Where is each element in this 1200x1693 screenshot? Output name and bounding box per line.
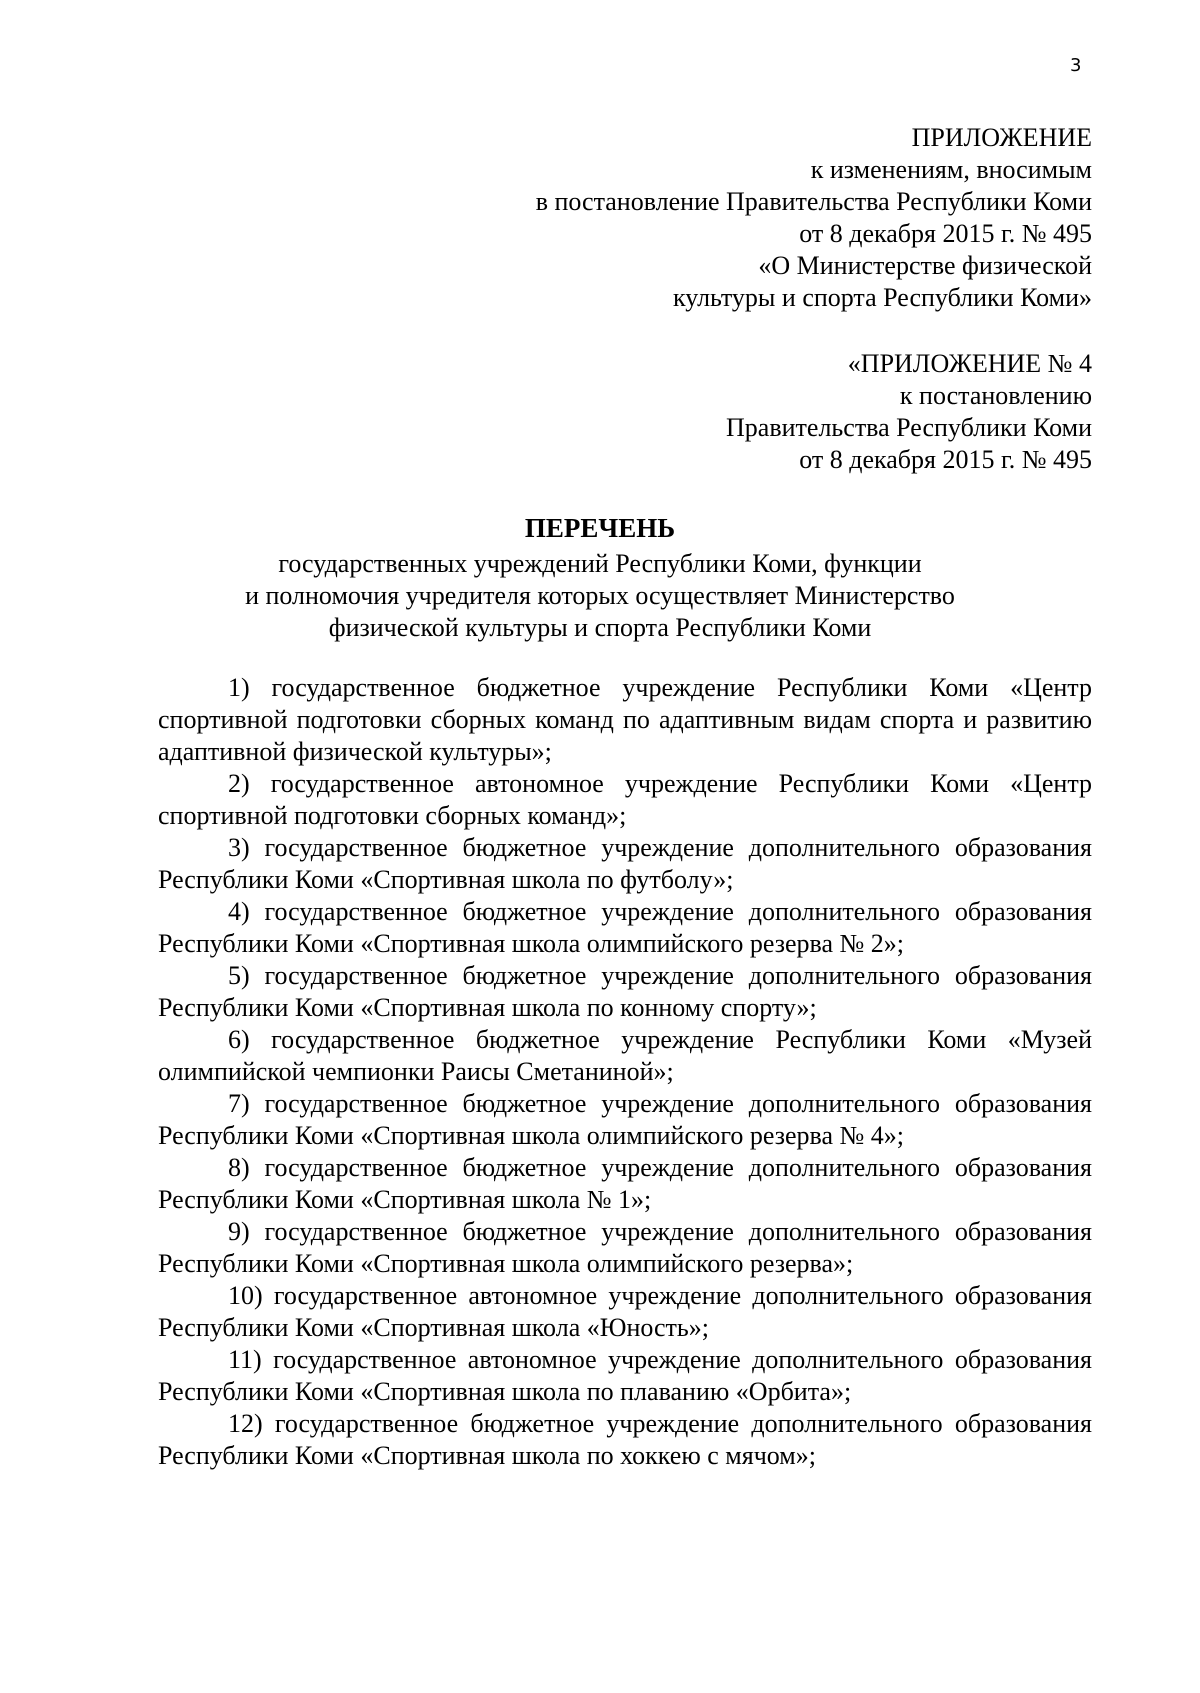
- annex-header-line: в постановление Правительства Республики Коми: [535, 187, 1092, 216]
- list-item: 12) государственное бюджетное учреждение дополнительного образования Республики Коми «Спортивная школа по хоккею с мячом»;: [158, 1409, 1092, 1470]
- annex-subheader-line: Правительства Республики Коми: [726, 413, 1092, 442]
- list-item: 10) государственное автономное учреждение дополнительного образования Республики Коми «Спортивная школа «Юность»;: [158, 1281, 1092, 1342]
- annex-header-line: культуры и спорта Республики Коми»: [672, 283, 1092, 312]
- document-title-block: [150, 510, 1050, 644]
- list-item: 7) государственное бюджетное учреждение дополнительного образования Республики Коми «Спортивная школа олимпийского резерва № 4»;: [158, 1089, 1092, 1150]
- list-item: 9) государственное бюджетное учреждение дополнительного образования Республики Коми «Спортивная школа олимпийского резерва»;: [158, 1217, 1092, 1278]
- list-item: 11) государственное автономное учреждение дополнительного образования Республики Коми «Спортивная школа по плаванию «Орбита»;: [158, 1345, 1092, 1406]
- annex-subheader-line: «ПРИЛОЖЕНИЕ № 4: [847, 349, 1092, 378]
- document-title: ПЕРЕЧЕНЬ: [524, 513, 676, 543]
- document-subtitle-line: физической культуры и спорта Республики Коми: [328, 613, 872, 642]
- list-item: 1) государственное бюджетное учреждение Республики Коми «Центр спортивной подготовки сборных команд по адаптивным видам спорта и развитию адаптивной физической культуры»;: [158, 673, 1092, 766]
- list-item: 6) государственное бюджетное учреждение Республики Коми «Музей олимпийской чемпионки Раисы Сметаниной»;: [158, 1025, 1092, 1086]
- annex-header-line: от 8 декабря 2015 г. № 495: [799, 219, 1092, 248]
- document-subtitle-line: государственных учреждений Республики Коми, функции: [278, 549, 922, 578]
- list-item: 5) государственное бюджетное учреждение дополнительного образования Республики Коми «Спортивная школа по конному спорту»;: [158, 961, 1092, 1022]
- annex-header: [536, 122, 1092, 314]
- annex-subheader: [726, 348, 1092, 476]
- list-item: 3) государственное бюджетное учреждение дополнительного образования Республики Коми «Спортивная школа по футболу»;: [158, 833, 1092, 894]
- page-number: 3: [1070, 55, 1082, 76]
- annex-subheader-line: от 8 декабря 2015 г. № 495: [799, 445, 1092, 474]
- list-item: 8) государственное бюджетное учреждение дополнительного образования Республики Коми «Спортивная школа № 1»;: [158, 1153, 1092, 1214]
- document-subtitle-line: и полномочия учредителя которых осуществляет Министерство: [245, 581, 955, 610]
- annex-header-line: «О Министерстве физической: [758, 251, 1092, 280]
- annex-header-line: к изменениям, вносимым: [810, 155, 1092, 184]
- annex-subheader-line: к постановлению: [899, 381, 1092, 410]
- institution-list: [158, 672, 1092, 1472]
- list-item: 4) государственное бюджетное учреждение дополнительного образования Республики Коми «Спортивная школа олимпийского резерва № 2»;: [158, 897, 1092, 958]
- list-item: 2) государственное автономное учреждение Республики Коми «Центр спортивной подготовки сборных команд»;: [158, 769, 1092, 830]
- annex-header-line: ПРИЛОЖЕНИЕ: [911, 123, 1092, 152]
